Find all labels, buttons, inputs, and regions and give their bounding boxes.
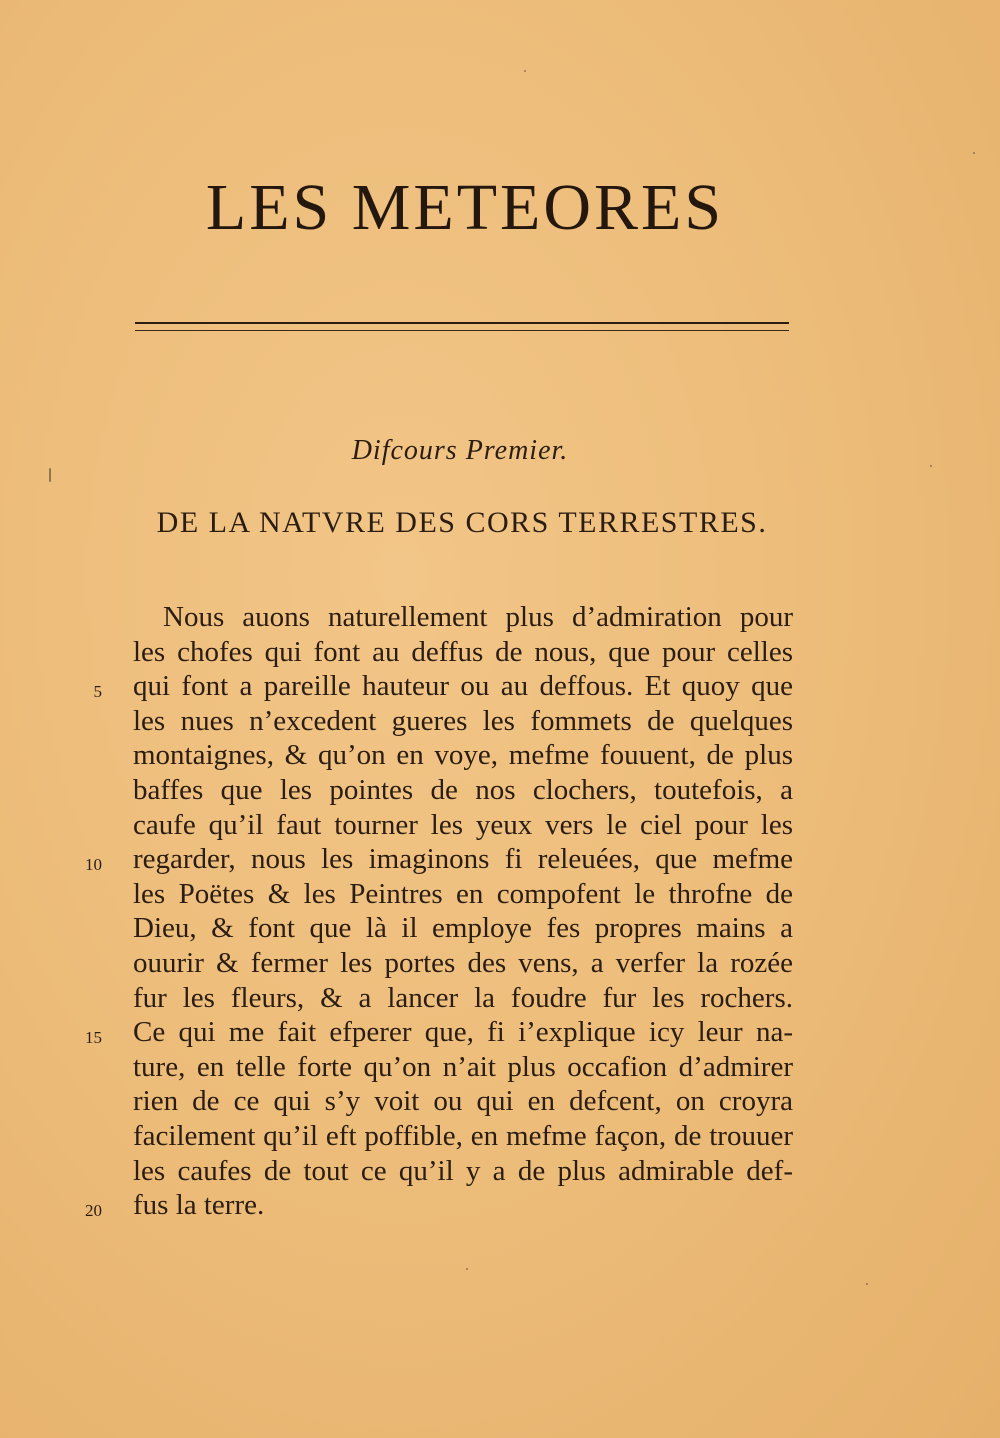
line-number-20: 20	[85, 1201, 102, 1220]
text-line: les chofes qui font au deffus de nous, que pour celles	[133, 635, 793, 668]
paper-speck	[524, 70, 526, 72]
text-line: les nues n’excedent gueres les fommets de quelques	[133, 704, 793, 737]
text-line: les caufes de tout ce qu’il y a de plus admirable def-	[133, 1154, 793, 1187]
text-line: Ce qui me fait efperer que, fi i’explique icy leur na-	[133, 1016, 793, 1049]
text-line: les Poëtes & les Peintres en compofent le throfne de	[133, 877, 793, 910]
text-line: ture, en telle forte qu’on n’ait plus occafion d’admirer	[133, 1050, 793, 1083]
body-paragraph	[133, 600, 793, 1223]
paper-speck	[466, 1268, 468, 1270]
page-title: LES METEORES	[205, 171, 725, 244]
section-heading: DE LA NATVRE DES CORS TERRESTRES.	[156, 506, 768, 539]
text-line: Dieu, & font que là il employe fes propres mains a	[133, 912, 793, 945]
line-number-15: 15	[85, 1028, 102, 1047]
text-line: caufe qu’il faut tourner les yeux vers le ciel pour les	[133, 808, 793, 841]
paper-speck	[49, 468, 51, 482]
paper-speck	[866, 1283, 868, 1285]
text-line: baffes que les pointes de nos clochers, toutefois, a	[133, 773, 793, 806]
text-line: qui font a pareille hauteur ou au deffous. Et quoy que	[133, 670, 793, 703]
text-line: rien de ce qui s’y voit ou qui en defcent, on croyra	[133, 1085, 793, 1118]
text-line: fus la terre.	[133, 1189, 265, 1222]
line-number-5: 5	[93, 682, 102, 701]
text-line: facilement qu’il eft poffible, en mefme façon, de trouuer	[133, 1119, 793, 1152]
text-line: fur les fleurs, & a lancer la foudre fur les rochers.	[133, 981, 793, 1014]
line-number-10: 10	[85, 855, 102, 874]
paper-speck	[930, 465, 932, 467]
title-rule-thick	[135, 322, 789, 324]
paper-speck	[973, 152, 975, 154]
text-line: regarder, nous les imaginons fi releuées, que mefme	[133, 843, 793, 876]
title-rule-thin	[135, 330, 789, 331]
text-line: montaignes, & qu’on en voye, mefme fouuent, de plus	[133, 739, 793, 772]
text-line: Nous auons naturellement plus d’admiration pour	[163, 601, 793, 633]
discourse-label: Difcours Premier.	[351, 435, 569, 466]
text-line: ouurir & fermer les portes des vens, a verfer la rozée	[133, 946, 793, 979]
